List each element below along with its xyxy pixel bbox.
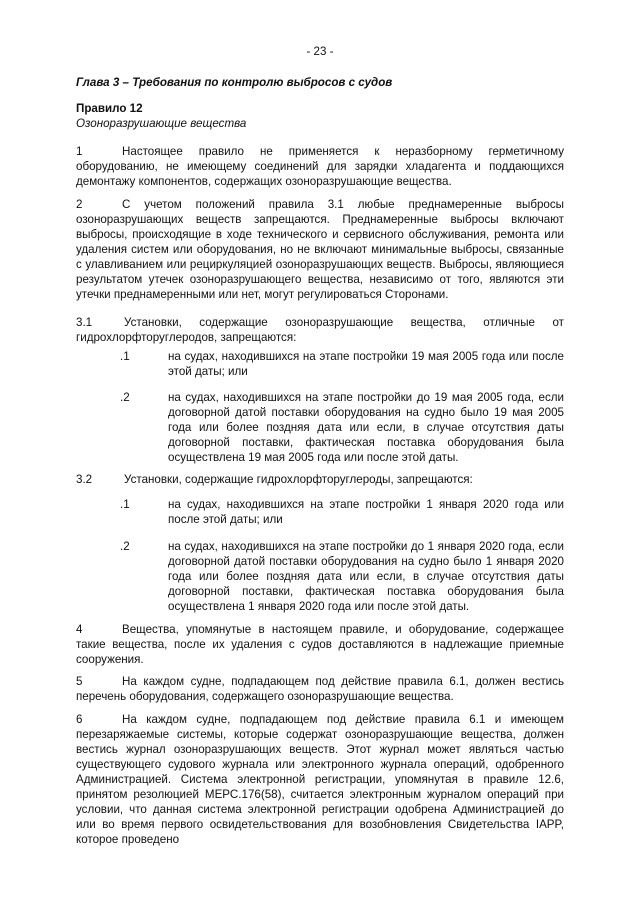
sub-item-text: на судах, находившихся на этапе постройки 1 января 2020 года или после этой даты; или xyxy=(168,498,564,526)
paragraph-text: На каждом судне, подпадающем под действие правила 6.1, должен вестись перечень оборудования, содержащего озоноразрушающие вещества. xyxy=(76,675,564,703)
paragraph-number: 6 xyxy=(76,713,83,726)
paragraph-text: Установки, содержащие гидрохлорфторуглероды, запрещаются: xyxy=(124,473,473,486)
rule-subtitle: Озоноразрушающие вещества xyxy=(76,117,247,130)
paragraph-text: С учетом положений правила 3.1 любые преднамеренные выбросы озоноразрушающих веществ запрещаются. Преднамеренные выбросы включают выбросы, происходящие в ходе технического и сервисного обслуживания, ремонта или удаления систем или оборудования, но не включают минимальные выбросы, связанные с улавливанием или рециркуляцией озоноразрушающих веществ. Выбросы, являющиеся результатом утечек озоноразрушающего вещества, независимо от того, являются эти утечки преднамеренными или нет, могут регулироваться Сторонами. xyxy=(76,198,564,301)
chapter-title: Глава 3 – Требования по контролю выбросов с судов xyxy=(76,76,393,89)
sub-item-number: .2 xyxy=(120,540,130,553)
sub-item-text: на судах, находившихся на этапе постройки до 1 января 2020 года, если договорной датой поставки оборудования на судно было 1 января 2020 года или более поздняя дата или если, в случае отсутствия даты договорной поставки, фактическая поставка оборудования была осуществлена 1 января 2020 года или после этой даты. xyxy=(168,540,564,613)
paragraph-6 xyxy=(76,712,564,847)
sub-item-3-1-1 xyxy=(120,349,564,379)
paragraph-1 xyxy=(76,144,564,189)
page-number: - 23 - xyxy=(306,45,334,58)
paragraph-3-1 xyxy=(76,315,564,345)
paragraph-3-2 xyxy=(76,472,564,487)
paragraph-text: На каждом судне, подпадающем под действие правила 6.1 и имеющем перезаряжаемые системы, которые содержат озоноразрушающие вещества, должен вестись журнал озоноразрушающих веществ. Этот журнал может являться частью существующего судового журнала или электронного журнала операций, одобренного Администрацией. Система электронной регистрации, упомянутая в правиле 12.6, принятом резолюцией МЕРС.176(58), считается электронным журналом операций при условии, что данная система электронной регистрации одобрена Администрацией до или во время первого освидетельствования для возобновления Свидетельства IAPP, которое проведено xyxy=(76,713,564,846)
paragraph-4 xyxy=(76,622,564,667)
paragraph-number: 1 xyxy=(76,145,83,158)
paragraph-5 xyxy=(76,674,564,704)
paragraph-text: Установки, содержащие озоноразрушающие вещества, отличные от гидрохлорфторуглеродов, запрещаются: xyxy=(76,316,564,344)
paragraph-number: 2 xyxy=(76,198,83,211)
sub-item-number: .2 xyxy=(120,391,130,404)
sub-item-number: .1 xyxy=(120,350,130,363)
sub-item-3-1-2 xyxy=(120,390,564,465)
sub-item-3-2-2 xyxy=(120,539,564,614)
paragraph-2 xyxy=(76,197,564,302)
sub-item-text: на судах, находившихся на этапе постройки 19 мая 2005 года или после этой даты; или xyxy=(168,350,564,378)
paragraph-text: Вещества, упомянутые в настоящем правиле, и оборудование, содержащее такие вещества, после их удаления с судов доставляются в надлежащие приемные сооружения. xyxy=(76,623,564,666)
paragraph-number: 5 xyxy=(76,675,83,688)
rule-title: Правило 12 xyxy=(76,102,143,115)
sub-item-number: .1 xyxy=(120,498,130,511)
paragraph-number: 3.2 xyxy=(76,473,93,486)
paragraph-number: 3.1 xyxy=(76,316,93,329)
sub-item-3-2-1 xyxy=(120,497,564,527)
paragraph-number: 4 xyxy=(76,623,83,636)
paragraph-text: Настоящее правило не применяется к неразборному герметичному оборудованию, не имеющему соединений для зарядки хладагента и поддающихся демонтажу компонентов, содержащих озоноразрушающие вещества. xyxy=(76,145,564,188)
sub-item-text: на судах, находившихся на этапе постройки до 19 мая 2005 года, если договорной датой поставки оборудования на судно было 19 мая 2005 года или более поздняя дата или если, в случае отсутствия даты договорной поставки, фактическая поставка оборудования была осуществлена 19 мая 2005 года или после этой даты. xyxy=(168,391,564,464)
